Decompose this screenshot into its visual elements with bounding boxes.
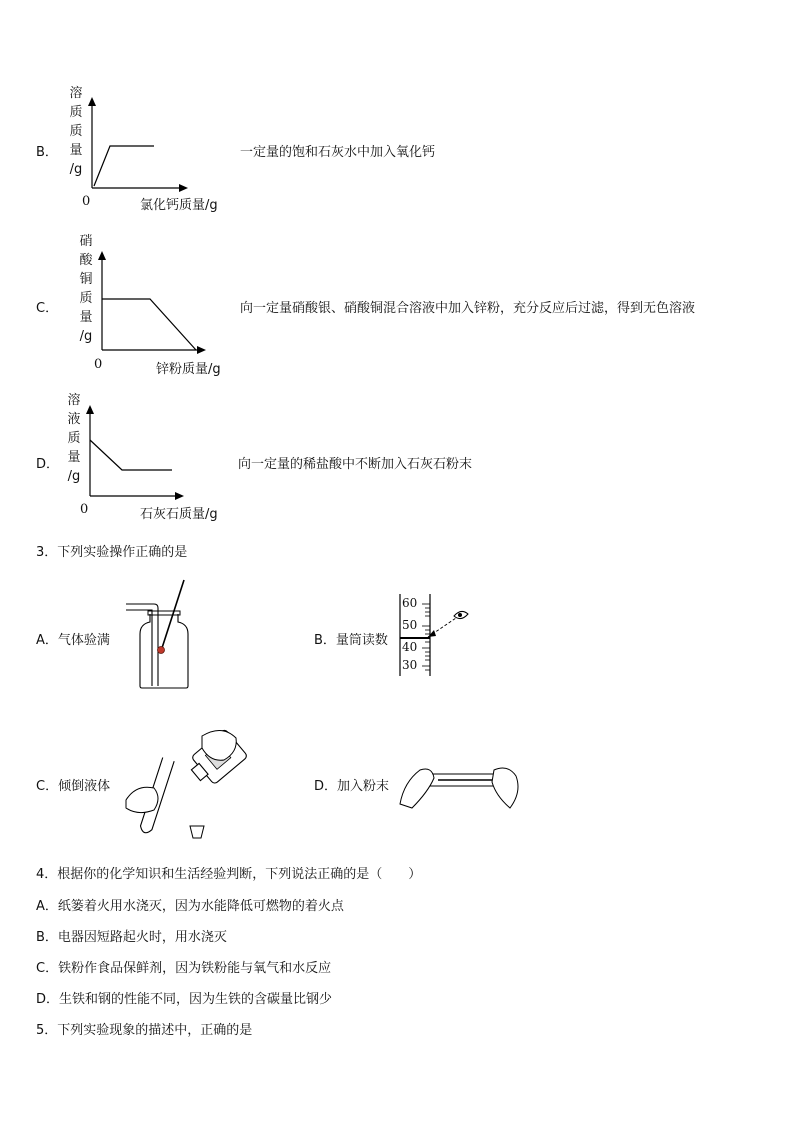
eye-pupil (458, 613, 462, 617)
ylabel-char: 硝 (79, 234, 93, 249)
x-axis-arrow (175, 492, 184, 500)
tick-label-50: 50 (402, 618, 418, 632)
graph-b-curve (94, 146, 154, 186)
tick-label-60: 60 (402, 596, 418, 610)
q4-stem: 4．根据你的化学知识和生活经验判断，下列说法正确的是（ ） (36, 867, 422, 882)
ylabel-char: /g (69, 162, 83, 177)
tick-label-40: 40 (402, 640, 418, 654)
q4-option-c: C．铁粉作食品保鲜剂，因为铁粉能与氧气和水反应 (36, 961, 332, 976)
graph-c-curve (102, 299, 196, 350)
flame-icon (158, 647, 165, 654)
ylabel-char: /g (67, 469, 81, 484)
delivery-tube-inner (126, 610, 152, 686)
option-b-letter: B． (36, 145, 58, 160)
graph-b-ylabel (66, 84, 86, 179)
graph-d-ylabel (64, 391, 84, 486)
q4-option-a: A．纸篓着火用水浇灭，因为水能降低可燃物的着火点 (36, 899, 344, 914)
ylabel-char: 铜 (79, 272, 93, 287)
hand-icon (126, 787, 158, 812)
q3-option-c: C．倾倒液体 (36, 779, 111, 794)
option-d-text: 向一定量的稀盐酸中不断加入石灰石粉末 (238, 457, 473, 472)
ylabel-char: 液 (67, 412, 81, 427)
sight-arrow (428, 630, 436, 637)
ylabel-char: 酸 (79, 253, 93, 268)
graph-b (86, 96, 196, 196)
pouring-liquid-figure (118, 718, 258, 844)
option-c-letter: C． (36, 301, 59, 316)
graph-d-origin: 0 (80, 502, 89, 517)
tick-label-30: 30 (402, 658, 418, 672)
graph-c-origin: 0 (94, 357, 103, 372)
hand-icon (400, 769, 434, 808)
glass-plate (148, 611, 180, 615)
hand-icon (492, 768, 518, 808)
delivery-tube (126, 604, 158, 686)
ylabel-char: /g (79, 329, 93, 344)
ylabel-char: 量 (79, 310, 93, 325)
ylabel-char: 溶 (69, 86, 83, 101)
y-axis-arrow (86, 405, 94, 414)
option-b-text: 一定量的饱和石灰水中加入氧化钙 (240, 145, 436, 160)
option-c-text: 向一定量硝酸银、硝酸铜混合溶液中加入锌粉，充分反应后过滤，得到无色溶液 (240, 301, 696, 316)
option-d-letter: D． (36, 457, 60, 472)
graph-b-origin: 0 (82, 194, 91, 209)
wooden-splint (162, 580, 184, 648)
graph-c-ylabel (76, 232, 96, 346)
q3-option-a: A．气体验满 (36, 633, 110, 648)
ylabel-char: 质 (67, 431, 81, 446)
x-axis-arrow (179, 184, 188, 192)
q4-option-b: B．电器因短路起火时，用水浇灭 (36, 930, 227, 945)
ylabel-char: 质 (79, 291, 93, 306)
y-axis-arrow (88, 97, 96, 106)
q4-option-d: D．生铁和钢的性能不同，因为生铁的含碳量比钢少 (36, 992, 333, 1007)
q3-option-d: D．加入粉末 (314, 779, 390, 794)
graph-d-curve (90, 440, 172, 470)
q3-option-b: B．量筒读数 (314, 633, 388, 648)
graph-d (84, 404, 194, 504)
graph-d-xlabel: 石灰石质量/g (140, 507, 218, 522)
adding-powder-figure (398, 752, 524, 812)
x-axis-arrow (197, 346, 206, 354)
ylabel-char: 质 (69, 105, 83, 120)
y-axis-arrow (98, 251, 106, 260)
graph-b-xlabel: 氯化钙质量/g (140, 198, 218, 213)
ylabel-char: 质 (69, 124, 83, 139)
stopper-icon (190, 826, 204, 838)
ylabel-char: 量 (69, 143, 83, 158)
graph-c-xlabel: 锌粉质量/g (156, 362, 221, 377)
ylabel-char: 量 (67, 450, 81, 465)
ylabel-char: 溶 (67, 393, 81, 408)
q3-stem: 3．下列实验操作正确的是 (36, 545, 188, 560)
gas-collection-bottle-figure (124, 578, 204, 690)
graph-c (96, 250, 216, 356)
q5-stem: 5．下列实验现象的描述中，正确的是 (36, 1023, 253, 1038)
